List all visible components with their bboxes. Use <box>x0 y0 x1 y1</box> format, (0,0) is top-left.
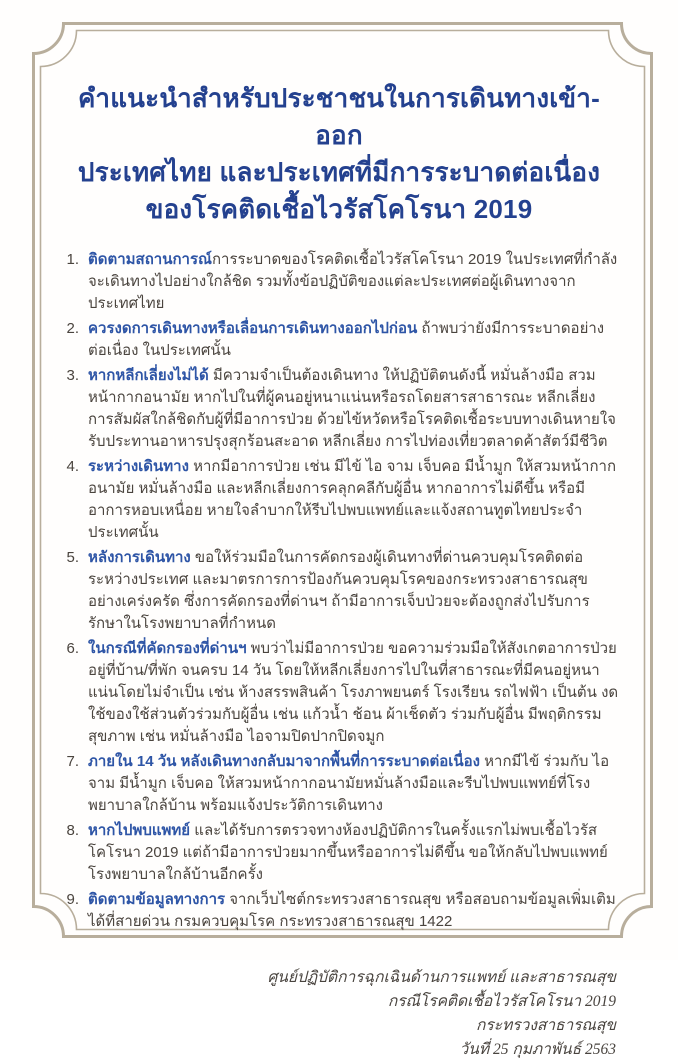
item-number: 9. <box>66 891 79 908</box>
list-item-4 <box>58 456 620 544</box>
item-body <box>88 547 620 635</box>
item-body <box>88 638 620 748</box>
item-body <box>88 318 620 362</box>
item-number: 3. <box>66 367 79 384</box>
item-body <box>88 456 620 544</box>
item-text: ขอให้ร่วมมือในการคัดกรองผู้เดินทางที่ด่านควบคุมโรคติดต่อระหว่างประเทศ และมาตรการการป้องกันควบคุมโรคของกระทรวงสาธารณสุขอย่างเคร่งครัด ซึ่งการคัดกรองที่ด่านฯ ถ้ามีอาการเจ็บป่วยจะต้องถูกส่งไปรับการรักษาในโรงพยาบาลที่กำหนด <box>88 549 590 632</box>
item-text: การระบาดของโรคติดเชื้อไวรัสโคโรนา 2019 ในประเทศที่กำลังจะเดินทางไปอย่างใกล้ชิด รวมทั้งข้อปฏิบัติของแต่ละประเทศต่อผู้เดินทางจากประเทศไทย <box>88 251 618 312</box>
item-body <box>88 249 620 315</box>
signature-line-3: กระทรวงสาธารณสุข <box>476 1017 616 1034</box>
list-item-3 <box>58 365 620 453</box>
item-number: 8. <box>66 822 79 839</box>
item-lead: ควรงดการเดินทางหรือเลื่อนการเดินทางออกไปก่อน <box>88 320 418 337</box>
title-line-1: คำแนะนำสำหรับประชาชนในการเดินทางเข้า-ออก <box>78 83 600 150</box>
item-lead: หากหลีกเลี่ยงไม่ได้ <box>88 367 209 384</box>
list-item-8 <box>58 820 620 886</box>
item-number: 1. <box>66 251 79 268</box>
item-number: 5. <box>66 549 79 566</box>
item-lead: ระหว่างเดินทาง <box>88 458 189 475</box>
item-number: 7. <box>66 753 79 770</box>
document-content <box>58 80 620 1062</box>
item-number: 6. <box>66 640 79 657</box>
item-body <box>88 889 620 933</box>
signature-line-2: กรณีโรคติดเชื้อไวรัสโคโรนา 2019 <box>387 993 616 1010</box>
advice-list <box>58 249 620 933</box>
list-item-9 <box>58 889 620 933</box>
item-body <box>88 820 620 886</box>
list-item-7 <box>58 751 620 817</box>
page-title <box>58 80 620 228</box>
item-lead: ในกรณีที่คัดกรองที่ด่านฯ <box>88 640 247 657</box>
item-text: มีความจำเป็นต้องเดินทาง ให้ปฏิบัติตนดังนี้ หมั่นล้างมือ สวมหน้ากากอนามัย หากไปในที่ผู้คนอยู่หนาแน่นหรือรถโดยสารสาธารณะ หลีกเลี่ยงการสัมผัสใกล้ชิดกับผู้ที่มีอาการป่วย ด้วยไข้หวัดหรือโรคติดเชื้อระบบทางเดินหายใจ รับประทานอาหารปรุงสุกร้อนสะอาด หลีกเลี่ยง การไปท่องเที่ยวตลาดค้าสัตว์มีชีวิต <box>88 367 616 450</box>
signature-block <box>58 966 620 1062</box>
item-lead: ติดตามสถานการณ์ <box>88 251 212 268</box>
item-text: ถ้าพบว่ายังมีการระบาดอย่างต่อเนื่อง ในประเทศนั้น <box>88 320 605 359</box>
signature-line-4: วันที่ 25 กุมภาพันธ์ 2563 <box>459 1041 616 1058</box>
item-lead: ภายใน 14 วัน หลังเดินทางกลับมาจากพื้นที่การระบาดต่อเนื่อง <box>88 753 480 770</box>
list-item-2 <box>58 318 620 362</box>
title-line-3: ของโรคติดเชื้อไวรัสโคโรนา 2019 <box>145 194 533 224</box>
list-item-6 <box>58 638 620 748</box>
item-number: 4. <box>66 458 79 475</box>
list-item-5 <box>58 547 620 635</box>
item-body <box>88 365 620 453</box>
title-line-2: ประเทศไทย และประเทศที่มีการระบาดต่อเนื่อง <box>77 157 601 187</box>
list-item-1 <box>58 249 620 315</box>
item-number: 2. <box>66 320 79 337</box>
item-text: หากมีอาการป่วย เช่น มีไข้ ไอ จาม เจ็บคอ มีน้ำมูก ให้สวมหน้ากากอนามัย หมั่นล้างมือ และหลีกเลี่ยงการคลุกคลีกับผู้อื่น หากอาการไม่ดีขึ้น หรือมีอาการหอบเหนื่อย หายใจลำบากให้รีบไปพบแพทย์และแจ้งสถานทูตไทยประจำประเทศนั้น <box>88 458 617 541</box>
item-text: หากมีไข้ ร่วมกับ ไอ จาม มีน้ำมูก เจ็บคอ ให้สวมหน้ากากอนามัยหมั่นล้างมือและรีบไปพบแพทย์ที่โรงพยาบาลใกล้บ้าน พร้อมแจ้งประวัติการเดินทาง <box>88 753 610 814</box>
item-text: และได้รับการตรวจทางห้องปฏิบัติการในครั้งแรกไม่พบเชื้อไวรัสโคโรนา 2019 แต่ถ้ามีอาการป่วยมากขึ้นหรืออาการไม่ดีขึ้น ขอให้กลับไปพบแพทย์โรงพยาบาลใกล้บ้านอีกครั้ง <box>88 822 608 883</box>
item-lead: ติดตามข้อมูลทางการ <box>88 891 226 908</box>
item-text: จากเว็บไซต์กระทรวงสาธารณสุข หรือสอบถามข้อมูลเพิ่มเติมได้ที่สายด่วน กรมควบคุมโรค กระทรวงสาธารณสุข 1422 <box>88 891 616 930</box>
item-body <box>88 751 620 817</box>
item-lead: หากไปพบแพทย์ <box>88 822 191 839</box>
signature-line-1: ศูนย์ปฏิบัติการฉุกเฉินด้านการแพทย์ และสาธารณสุข <box>267 969 616 986</box>
item-lead: หลังการเดินทาง <box>88 549 191 566</box>
item-text: พบว่าไม่มีอาการป่วย ขอความร่วมมือให้สังเกตอาการป่วยอยู่ที่บ้าน/ที่พัก จนครบ 14 วัน โดยให้หลีกเลี่ยงการไปในที่สาธารณะที่มีคนอยู่หนาแน่นโดยไม่จำเป็น เช่น ห้างสรรพสินค้า โรงภาพยนตร์ โรงเรียน รถไฟฟ้า เป็นต้น งดใช้ของใช้ส่วนตัวร่วมกับผู้อื่น เช่น แก้วน้ำ ช้อน ผ้าเช็ดตัว ร่วมกับผู้อื่น มีพฤติกรรมสุขภาพ เช่น หมั่นล้างมือ ไอจามปิดปากปิดจมูก <box>88 640 619 745</box>
